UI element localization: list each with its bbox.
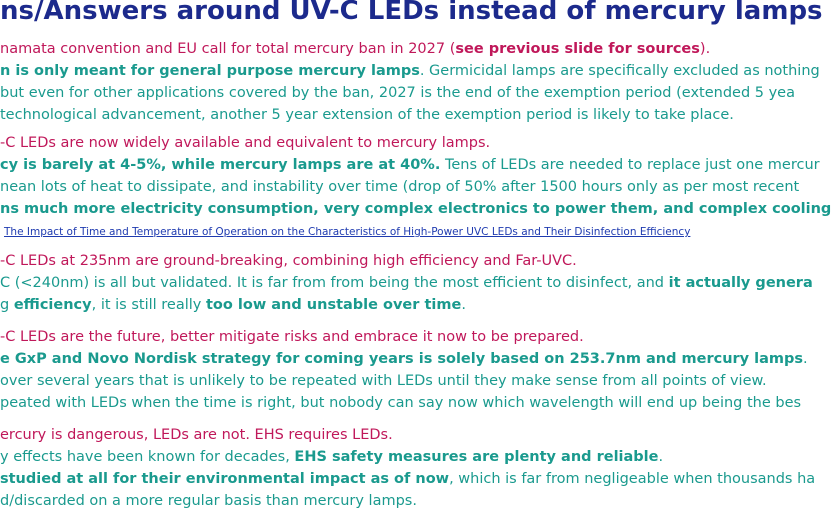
question-2: -C LEDs are now widely available and equivalent to mercury lamps. xyxy=(0,135,491,151)
answer-3-line-1: C (<240nm) is all but validated. It is far from from being the most efficient to disinfect, and it actually genera xyxy=(0,275,813,291)
slide-title: ns/Answers around UV-C LEDs instead of mercury lamps xyxy=(0,0,823,26)
answer-2-line-2: nean lots of heat to dissipate, and instability over time (drop of 50% after 1500 hours only as per most recent xyxy=(0,179,800,195)
answer-3-line-2: g efficiency, it is still really too low and unstable over time. xyxy=(0,297,466,313)
answer-1-line-1: n is only meant for general purpose mercury lamps. Germicidal lamps are specifically excluded as nothing xyxy=(0,63,820,79)
question-3: -C LEDs at 235nm are ground-breaking, combining high efficiency and Far-UVC. xyxy=(0,253,577,269)
answer-5-line-2: studied at all for their environmental impact as of now, which is far from negligeable when thousands ha xyxy=(0,471,816,487)
answer-2-line-3: ns much more electricity consumption, very complex electronics to power them, and complex cooling xyxy=(0,201,831,217)
answer-1-line-3: technological advancement, another 5 year extension of the exemption period is likely to take place. xyxy=(0,107,734,123)
answer-4-line-3: peated with LEDs when the time is right, but nobody can say now which wavelength will end up being the bes xyxy=(0,395,802,411)
answer-1-line-2: but even for other applications covered by the ban, 2027 is the end of the exemption period (extended 5 yea xyxy=(0,85,795,101)
answer-5-line-1: y effects have been known for decades, EHS safety measures are plenty and reliable. xyxy=(0,449,664,465)
answer-4-line-1: e GxP and Novo Nordisk strategy for coming years is solely based on 253.7nm and mercury lamps. xyxy=(0,351,808,367)
question-4: -C LEDs are the future, better mitigate risks and embrace it now to be prepared. xyxy=(0,329,584,345)
source-link[interactable]: The Impact of Time and Temperature of Operation on the Characteristics of High-Power UVC LEDs and Their Disinfection Efficiency xyxy=(4,226,691,238)
question-1: namata convention and EU call for total mercury ban in 2027 (see previous slide for sources). xyxy=(0,41,711,57)
question-1-emphasis: see previous slide for sources xyxy=(455,41,700,57)
question-5: ercury is dangerous, LEDs are not. EHS requires LEDs. xyxy=(0,427,393,443)
answer-4-line-2: over several years that is unlikely to be repeated with LEDs until they make sense from all points of view. xyxy=(0,373,767,389)
answer-5-line-3: d/discarded on a more regular basis than mercury lamps. xyxy=(0,493,417,509)
answer-2-line-1: cy is barely at 4-5%, while mercury lamps are at 40%. Tens of LEDs are needed to replace just one mercur xyxy=(0,157,820,173)
